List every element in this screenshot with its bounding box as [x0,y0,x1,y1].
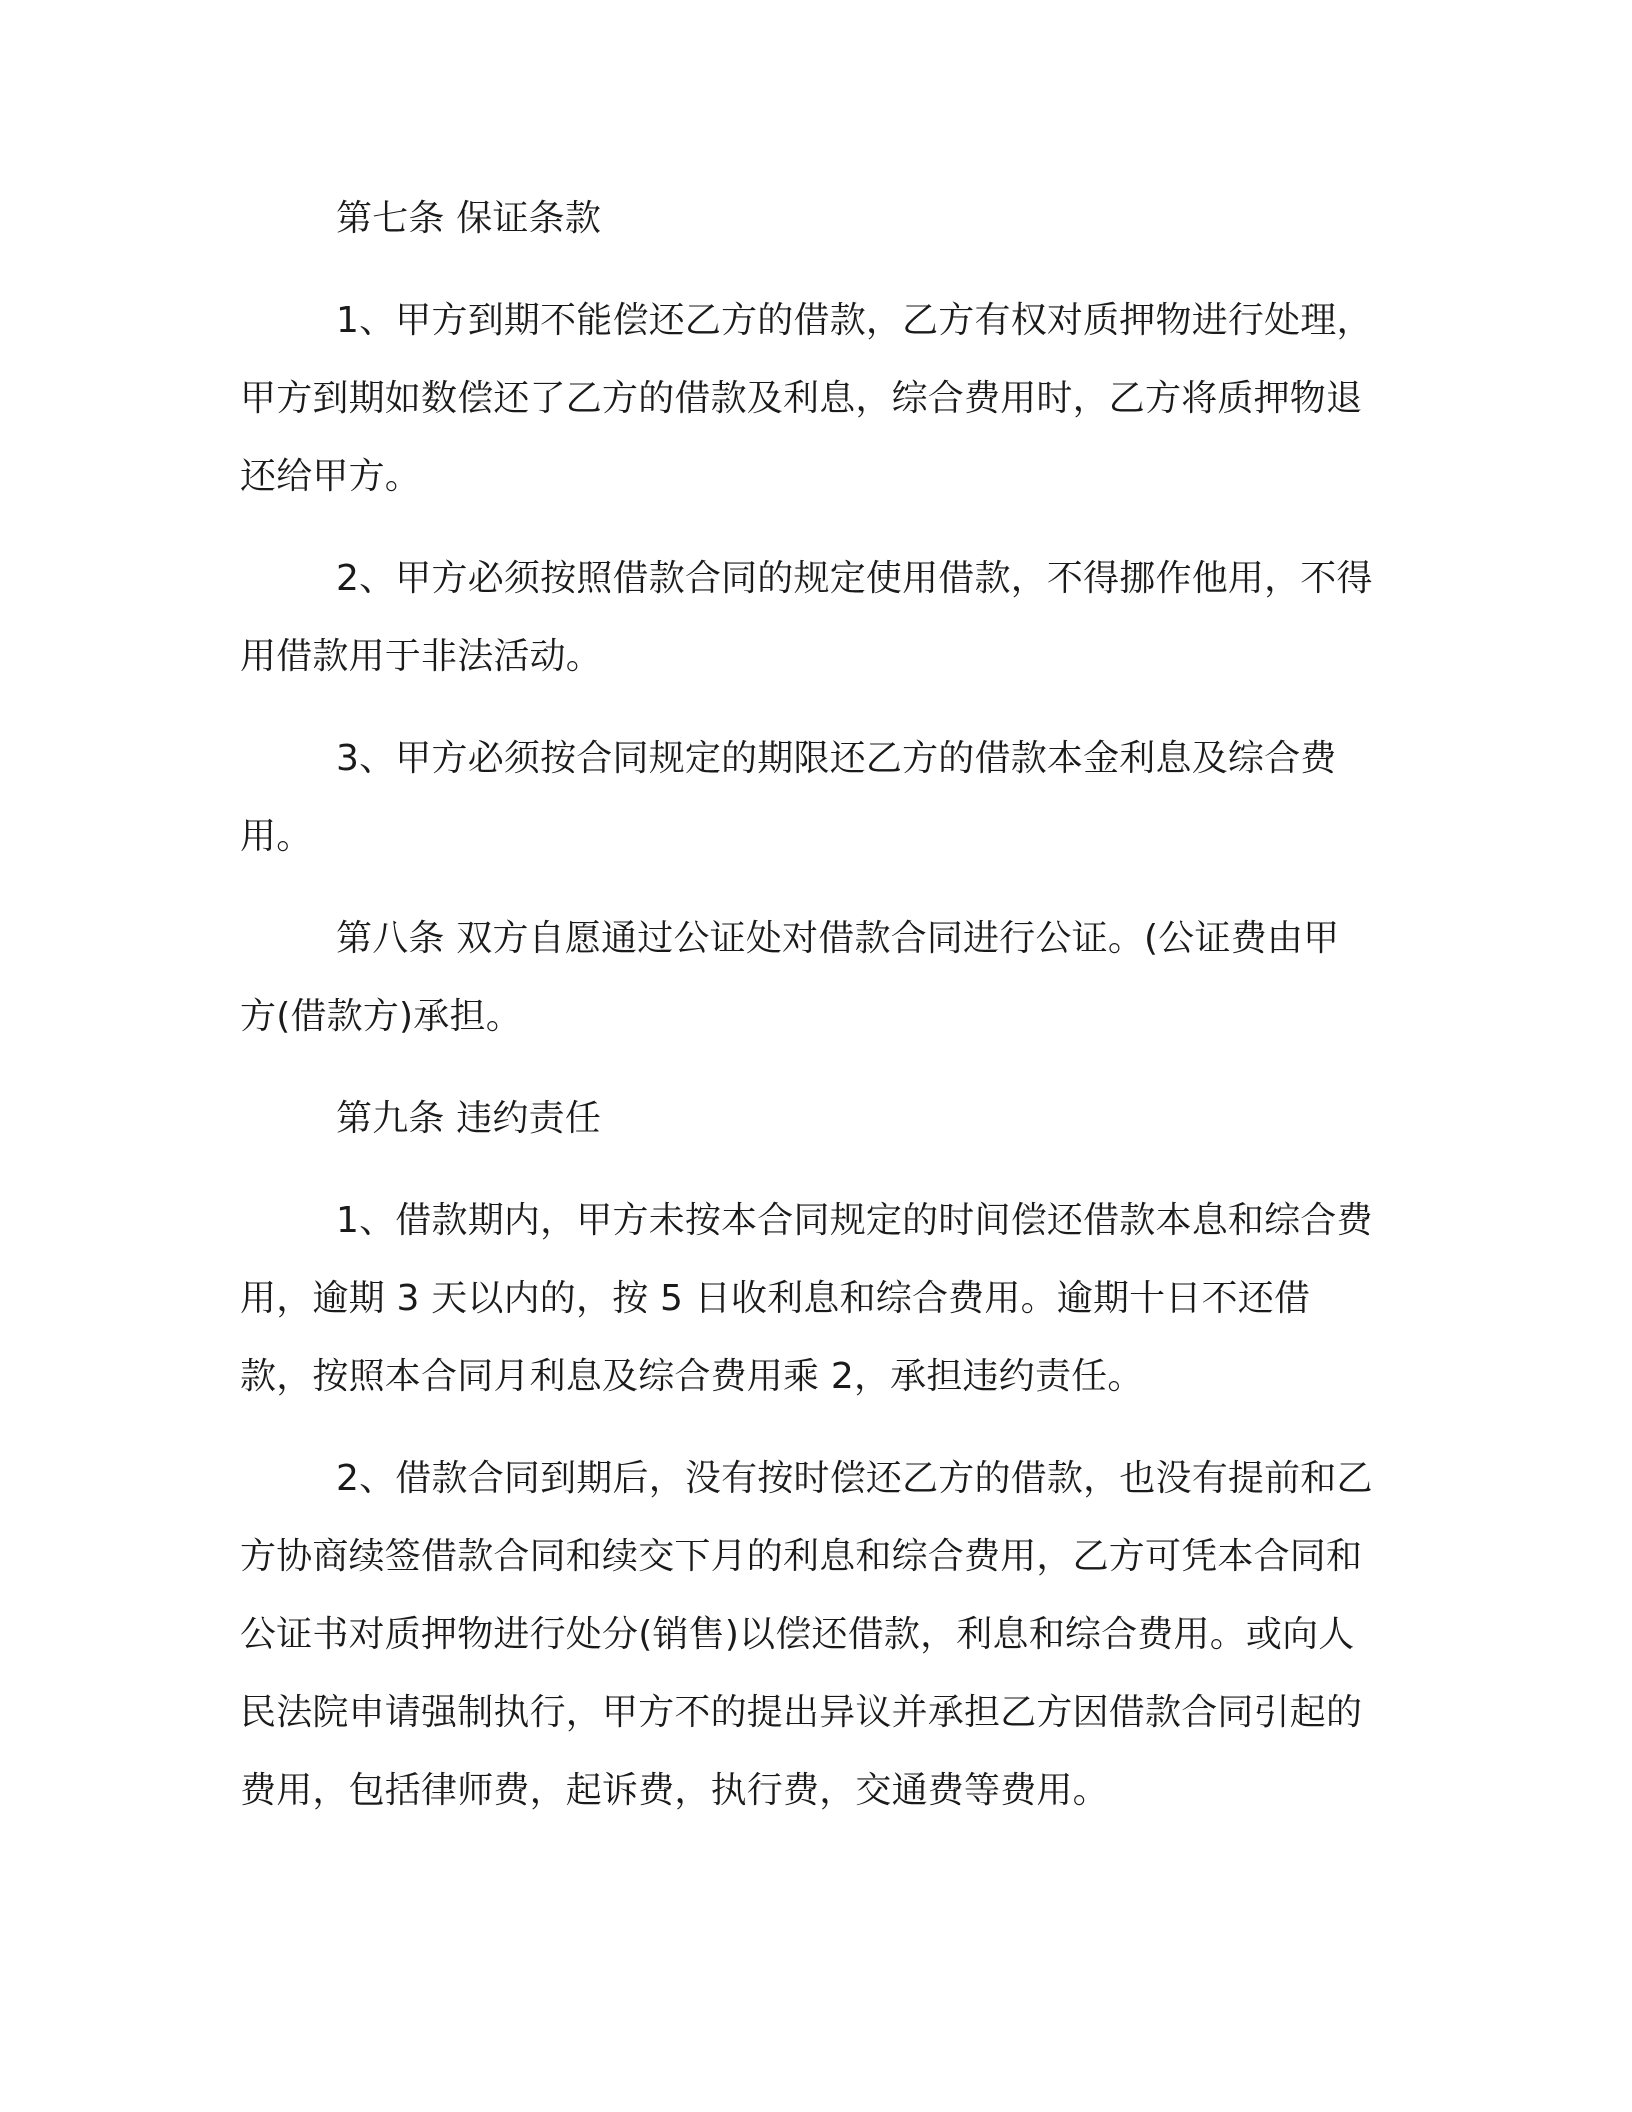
article-7-clause-1: 1、甲方到期不能偿还乙方的借款，乙方有权对质押物进行处理，甲方到期如数偿还了乙方的借款及利息，综合费用时，乙方将质押物退还给甲方。 [240,300,1373,497]
article-8-paragraph: 第八条 双方自愿通过公证处对借款合同进行公证。(公证费由甲方(借款方)承担。 [240,918,1340,1037]
document-body [240,180,1375,1854]
article-9-heading: 第九条 违约责任 [336,1098,602,1139]
article-9-clause-1: 1、借款期内，甲方未按本合同规定的时间偿还借款本息和综合费用，逾期 3 天以内的，按 5 日收利息和综合费用。逾期十日不还借款，按照本合同月利息及综合费用乘 2，承担违约责任。 [240,1200,1373,1397]
article-7-clause-3: 3、甲方必须按合同规定的期限还乙方的借款本金利息及综合费用。 [240,738,1337,857]
article-7-heading: 第七条 保证条款 [336,198,602,239]
article-7-clause-2: 2、甲方必须按照借款合同的规定使用借款，不得挪作他用，不得用借款用于非法活动。 [240,558,1373,677]
article-9-clause-2: 2、借款合同到期后，没有按时偿还乙方的借款，也没有提前和乙方协商续签借款合同和续交下月的利息和综合费用，乙方可凭本合同和公证书对质押物进行处分(销售)以偿还借款，利息和综合费用。或向人民法院申请强制执行，甲方不的提出异议并承担乙方因借款合同引起的费用，包括律师费，起诉费，执行费，交通费等费用。 [240,1458,1373,1811]
